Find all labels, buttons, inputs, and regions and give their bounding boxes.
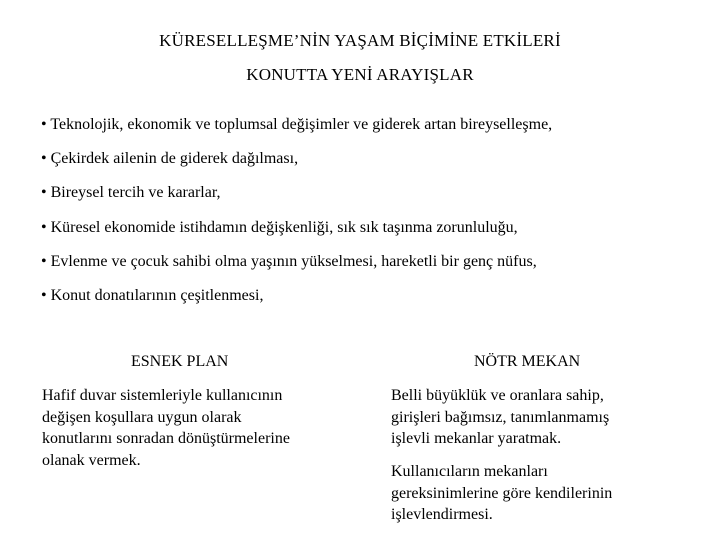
esnek-plan-text: [42, 385, 342, 471]
bullet-item: • Evlenme ve çocuk sahibi olma yaşının yükselmesi, hareketli bir genç nüfus,: [41, 252, 537, 270]
esnek-plan-heading: ESNEK PLAN: [131, 353, 229, 370]
text-line: konutlarını sonradan dönüştürmelerine: [42, 430, 290, 447]
bullet-item: • Teknolojik, ekonomik ve toplumsal değişimler ve giderek artan bireyselleşme,: [41, 116, 553, 133]
notr-mekan-text-1: [391, 385, 691, 450]
bullet-item: • Bireysel tercih ve kararlar,: [41, 184, 221, 202]
text-line: değişen koşullara uygun olarak: [42, 408, 242, 426]
text-line: girişleri bağımsız, tanımlanmamış: [391, 408, 610, 426]
text-line: Hafif duvar sistemleriyle kullanıcının: [42, 387, 283, 404]
bullet-item: • Küresel ekonomide istihdamın değişkenliği, sık sık taşınma zorunluluğu,: [41, 218, 518, 236]
bullet-item: • Çekirdek ailenin de giderek dağılması,: [41, 150, 299, 168]
page-title: KÜRESELLEŞME’NİN YAŞAM BİÇİMİNE ETKİLERİ: [159, 31, 561, 50]
text-line: olanak vermek.: [42, 451, 141, 469]
text-line: gereksinimlerine göre kendilerinin: [391, 484, 613, 502]
text-line: Belli büyüklük ve oranlara sahip,: [391, 387, 604, 404]
bullet-item: • Konut donatılarının çeşitlenmesi,: [41, 286, 264, 304]
notr-mekan-heading: NÖTR MEKAN: [474, 353, 581, 370]
text-line: işlevlendirmesi.: [391, 506, 493, 523]
bullet-list: [41, 115, 552, 320]
text-line: işlevli mekanlar yaratmak.: [391, 430, 562, 447]
notr-mekan-text-2: [391, 461, 691, 526]
text-line: Kullanıcıların mekanları: [391, 463, 548, 480]
page-subtitle: KONUTTA YENİ ARAYIŞLAR: [246, 65, 474, 84]
